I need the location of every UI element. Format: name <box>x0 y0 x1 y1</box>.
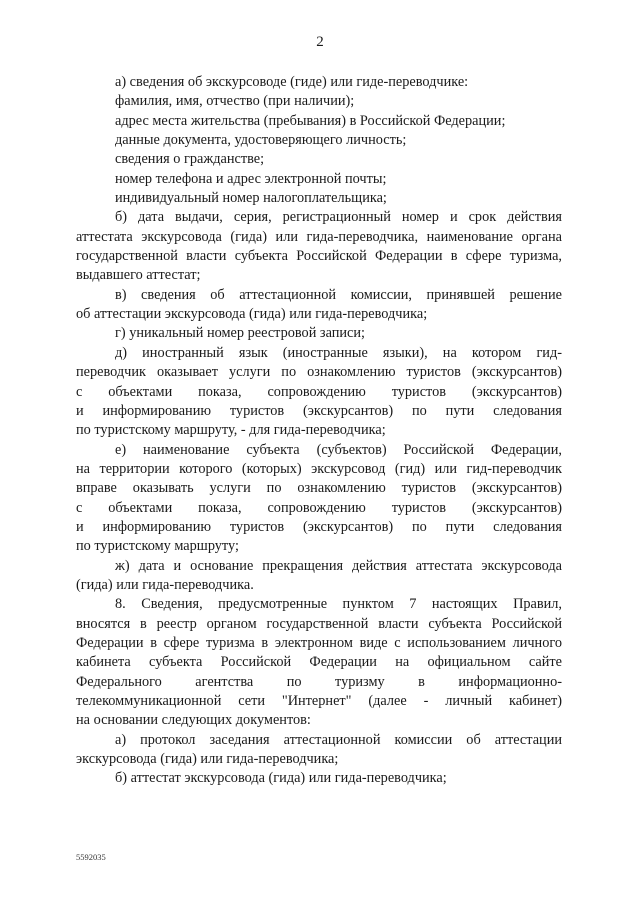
paragraph: б) аттестат экскурсовода (гида) или гида-переводчика; <box>115 770 447 787</box>
paragraph-line: государственной власти субъекта Российской Федерации в сфере туризма, <box>76 248 562 265</box>
paragraph <box>76 441 562 557</box>
paragraph <box>76 557 562 596</box>
paragraph-line: экскурсовода (гида) или гида-переводчика; <box>76 751 339 768</box>
paragraph: адрес места жительства (пребывания) в Российской Федерации; <box>115 112 506 129</box>
paragraph-line: телекоммуникационной сети "Интернет" (далее - личный кабинет) <box>76 693 562 709</box>
paragraph: индивидуальный номер налогоплательщика; <box>115 190 387 207</box>
paragraph-line: с объектами показа, сопровождению туристов (экскурсантов) <box>76 499 562 516</box>
paragraph-line: Федерального агентства по туризму в информационно- <box>76 673 562 690</box>
paragraph-line: 8. Сведения, предусмотренные пунктом 7 настоящих Правил, <box>115 596 562 613</box>
paragraph <box>76 344 562 441</box>
paragraph-line: е) наименование субъекта (субъектов) Российской Федерации, <box>115 441 562 458</box>
page-number: 2 <box>316 34 324 50</box>
paragraph-line: б) дата выдачи, серия, регистрационный номер и срок действия <box>115 209 562 226</box>
paragraph: а) сведения об экскурсоводе (гиде) или гиде-переводчике: <box>115 74 469 90</box>
paragraph-line: и информированию туристов (экскурсантов) по пути следования <box>76 518 562 535</box>
paragraph-line: аттестата экскурсовода (гида) или гида-переводчика, наименование органа <box>76 228 562 245</box>
paragraph <box>76 208 562 285</box>
paragraph: сведения о гражданстве; <box>115 151 265 168</box>
paragraph-line: и информированию туристов (экскурсантов) по пути следования <box>76 402 562 419</box>
paragraph-line: вносятся в реестр органом государственной власти субъекта Российской <box>76 615 562 632</box>
paragraph: данные документа, удостоверяющего личность; <box>115 132 407 149</box>
paragraph: г) уникальный номер реестровой записи; <box>115 325 365 342</box>
paragraph-line: в) сведения об аттестационной комиссии, принявшей решение <box>115 286 562 303</box>
paragraph: номер телефона и адрес электронной почты; <box>115 170 387 187</box>
paragraph <box>76 286 562 325</box>
paragraph-line: по туристскому маршруту; <box>76 538 239 555</box>
paragraph-line: по туристскому маршруту, - для гида-переводчика; <box>76 422 386 439</box>
paragraph-line: д) иностранный язык (иностранные языки), на котором гид- <box>115 344 562 361</box>
paragraph-line: об аттестации экскурсовода (гида) или гида-переводчика; <box>76 306 428 323</box>
paragraph-line: (гида) или гида-переводчика. <box>76 576 254 593</box>
paragraph-line: вправе оказывать услуги по ознакомлению туристов (экскурсантов) <box>76 480 562 497</box>
paragraph-line: Федерации в сфере туризма в электронном виде с использованием личного <box>76 634 562 651</box>
document-body <box>76 73 562 789</box>
paragraph-line: переводчик оказывает услуги по ознакомлению туристов (экскурсантов) <box>76 364 562 381</box>
paragraph-line: на территории которого (которых) экскурсовод (гид) или гид-переводчик <box>76 460 562 477</box>
paragraph-line: а) протокол заседания аттестационной комиссии об аттестации <box>115 731 562 748</box>
paragraph <box>76 595 562 730</box>
document-code: 5592035 <box>76 852 106 862</box>
paragraph: фамилия, имя, отчество (при наличии); <box>115 93 355 110</box>
paragraph <box>76 731 562 770</box>
paragraph-line: на основании следующих документов: <box>76 712 311 729</box>
paragraph-line: выдавшего аттестат; <box>76 267 201 284</box>
paragraph-line: ж) дата и основание прекращения действия аттестата экскурсовода <box>115 557 562 574</box>
paragraph-line: с объектами показа, сопровождению туристов (экскурсантов) <box>76 383 562 400</box>
paragraph-line: кабинета субъекта Российской Федерации на официальном сайте <box>76 654 562 671</box>
